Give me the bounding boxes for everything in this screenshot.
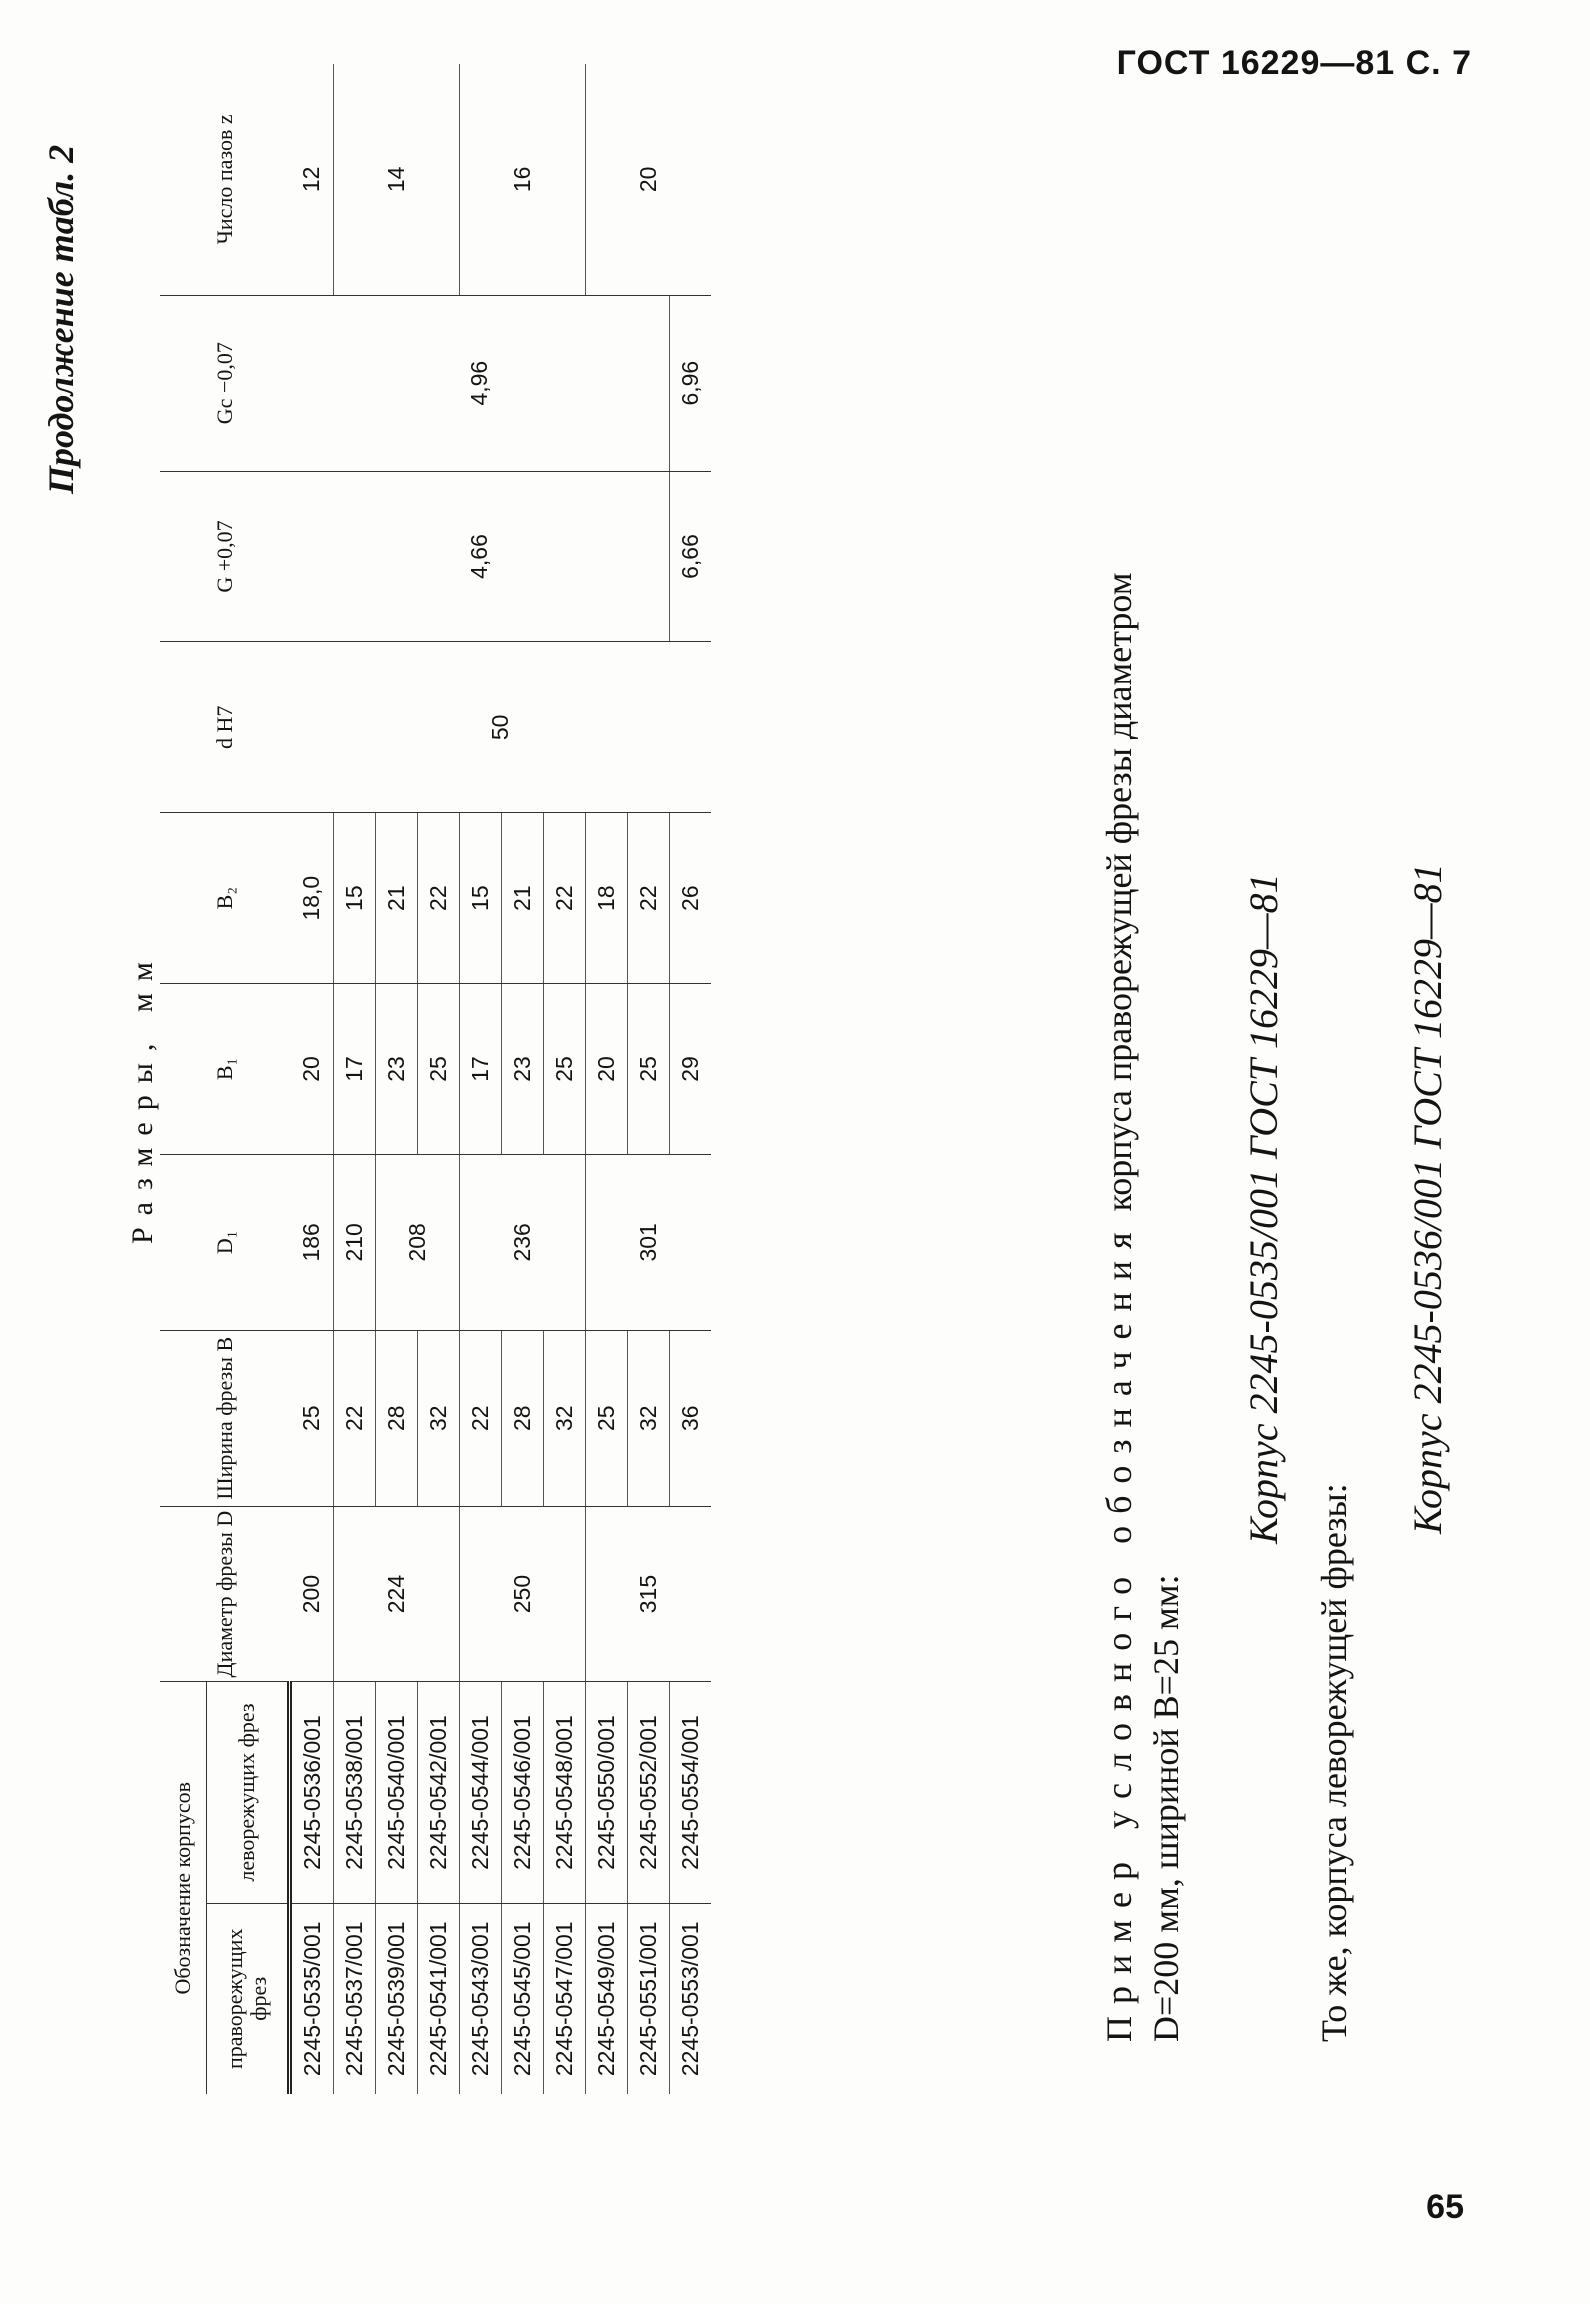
- cell-B2: 18: [586, 813, 628, 984]
- page-header: ГОСТ 16229—81 С. 7: [1116, 44, 1472, 82]
- cell-right: 2245-0539/001: [376, 1903, 418, 2094]
- example-code-left: Корпус 2245-0536/001 ГОСТ 16229—81: [1405, 863, 1450, 1534]
- cell-left: 2245-0546/001: [502, 1682, 544, 1903]
- col-D1-header: D₁: [160, 1154, 290, 1330]
- cell-B2: 22: [418, 813, 460, 984]
- cell-B: 22: [334, 1330, 376, 1506]
- col-G-header: G +0,07: [160, 471, 290, 642]
- table-row: [290, 64, 334, 2094]
- cell-B1: 25: [544, 984, 586, 1155]
- dimensions-table: [160, 64, 711, 2094]
- cell-D: 224: [334, 1506, 460, 1682]
- cell-D1: 186: [290, 1154, 334, 1330]
- cell-B2: 22: [628, 813, 670, 984]
- col-B2-header: B₂: [160, 813, 290, 984]
- cell-right: 2245-0547/001: [544, 1903, 586, 2094]
- cell-Gc: 4,96: [290, 295, 670, 471]
- cell-right: 2245-0537/001: [334, 1903, 376, 2094]
- col-D-header: Диаметр фрезы D: [160, 1506, 290, 1682]
- cell-B1: 23: [502, 984, 544, 1155]
- cell-z: 14: [334, 64, 460, 295]
- cell-G: 6,66: [670, 471, 712, 642]
- designation-example: [1096, 92, 1190, 2042]
- cell-right: 2245-0549/001: [586, 1903, 628, 2094]
- col-right-header: праворежущих фрез: [207, 1903, 290, 2094]
- cell-right: 2245-0551/001: [628, 1903, 670, 2094]
- cell-B: 25: [586, 1330, 628, 1506]
- col-d-header: d H7: [160, 642, 290, 813]
- table-title: Размеры, мм: [126, 950, 159, 1244]
- cell-B2: 15: [334, 813, 376, 984]
- cell-G: 4,66: [290, 471, 670, 642]
- example-text-2: D=200 мм, шириной B=25 мм:: [1145, 1574, 1186, 2042]
- cell-left: 2245-0548/001: [544, 1682, 586, 1903]
- cell-D: 200: [290, 1506, 334, 1682]
- cell-right: 2245-0535/001: [299, 1921, 325, 2077]
- group-header: Обозначение корпусов: [160, 1682, 207, 2094]
- example-lead: Пример условного обозначения: [1099, 1220, 1139, 2042]
- cell-B1: 29: [670, 984, 712, 1155]
- example-text-3: То же, корпуса леворежущей фрезы:: [1314, 1483, 1354, 2042]
- cell-B: 32: [544, 1330, 586, 1506]
- cell-B1: 20: [290, 984, 334, 1155]
- cell-B: 25: [290, 1330, 334, 1506]
- cell-D1: 210: [334, 1154, 376, 1330]
- example-text-1: корпуса праворежущей фрезы диаметром: [1099, 572, 1139, 1221]
- cell-right: 2245-0545/001: [502, 1903, 544, 2094]
- cell-right: 2245-0543/001: [460, 1903, 502, 2094]
- cell-B2: 21: [376, 813, 418, 984]
- col-left-header: леворежущих фрез: [207, 1682, 290, 1903]
- cell-left: 2245-0550/001: [586, 1682, 628, 1903]
- cell-B: 28: [376, 1330, 418, 1506]
- cell-left: 2245-0540/001: [376, 1682, 418, 1903]
- cell-left: 2245-0536/001: [290, 1682, 334, 1903]
- cell-right: 2245-0541/001: [418, 1903, 460, 2094]
- cell-z: 12: [290, 64, 334, 295]
- cell-Gc: 6,96: [670, 295, 712, 471]
- cell-B2: 22: [544, 813, 586, 984]
- cell-B: 28: [502, 1330, 544, 1506]
- cell-D1: 301: [586, 1154, 712, 1330]
- cell-left: 2245-0544/001: [460, 1682, 502, 1903]
- cell-left: 2245-0554/001: [670, 1682, 712, 1903]
- cell-D: 315: [586, 1506, 712, 1682]
- cell-d: 50: [290, 642, 712, 813]
- cell-left: 2245-0538/001: [334, 1682, 376, 1903]
- cell-B: 32: [628, 1330, 670, 1506]
- cell-B2: 21: [502, 813, 544, 984]
- cell-z: 16: [460, 64, 586, 295]
- example-code-right: Корпус 2245-0535/001 ГОСТ 16229—81: [1241, 873, 1286, 1544]
- col-B-header: Ширина фрезы B: [160, 1330, 290, 1506]
- cell-B: 22: [460, 1330, 502, 1506]
- cell-D: 250: [460, 1506, 586, 1682]
- table-row: [670, 64, 712, 2094]
- page-number: 65: [1426, 2188, 1464, 2226]
- cell-B1: 20: [586, 984, 628, 1155]
- cell-D1: 236: [460, 1154, 586, 1330]
- cell-left: 2245-0542/001: [418, 1682, 460, 1903]
- cell-B1: 17: [460, 984, 502, 1155]
- cell-left: 2245-0552/001: [628, 1682, 670, 1903]
- cell-B2: 18,0: [290, 813, 334, 984]
- table-continuation-caption: Продолжение табл. 2: [41, 144, 81, 494]
- cell-D1: 208: [376, 1154, 460, 1330]
- cell-B: 36: [670, 1330, 712, 1506]
- cell-B2: 15: [460, 813, 502, 984]
- cell-B1: 25: [628, 984, 670, 1155]
- cell-B1: 23: [376, 984, 418, 1155]
- col-B1-header: B₁: [160, 984, 290, 1155]
- cell-B2: 26: [670, 813, 712, 984]
- cell-B: 32: [418, 1330, 460, 1506]
- cell-B1: 25: [418, 984, 460, 1155]
- cell-right: 2245-0553/001: [670, 1903, 712, 2094]
- col-Gc-header: Gc −0,07: [160, 295, 290, 471]
- cell-B1: 17: [334, 984, 376, 1155]
- col-z-header: Число пазов z: [160, 64, 290, 295]
- cell-z: 20: [586, 64, 712, 295]
